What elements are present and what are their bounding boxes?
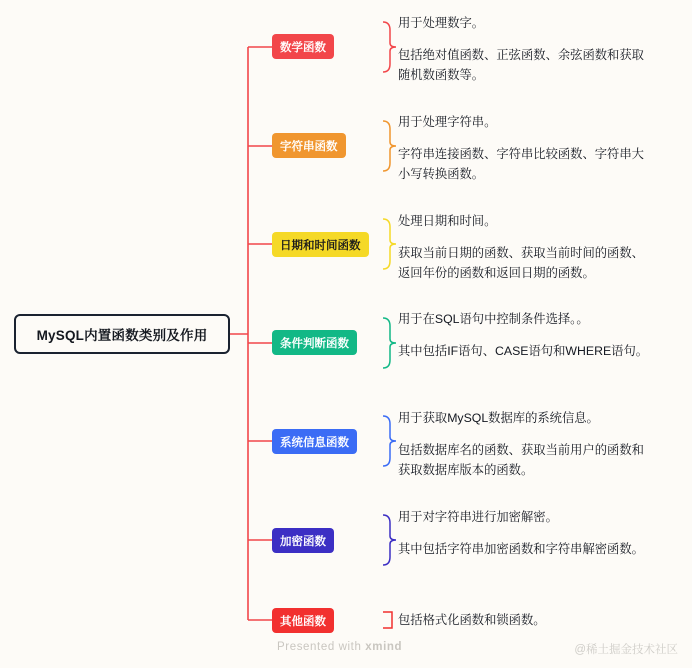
branch-detail-encryption	[398, 508, 656, 560]
xmind-watermark	[277, 641, 402, 653]
branch-label-text: 条件判断函数	[280, 337, 349, 350]
branch-detail-datetime	[398, 212, 656, 284]
detail-line: 字符串连接函数、字符串比较函数、字符串大小写转换函数。	[398, 146, 644, 181]
detail-line: 其中包括IF语句、CASE语句和WHERE语句。	[398, 343, 649, 358]
branch-label-text: 其他函数	[280, 615, 326, 628]
branch-label-system-info[interactable]	[272, 429, 357, 454]
detail-line: 包括格式化函数和锁函数。	[398, 613, 546, 627]
branch-label-text: 系统信息函数	[280, 436, 349, 449]
community-watermark: @稀土掘金技术社区	[574, 644, 678, 656]
branch-label-math[interactable]	[272, 34, 334, 59]
branch-label-text: 加密函数	[280, 535, 326, 548]
branch-label-text: 字符串函数	[280, 140, 338, 153]
branch-detail-condition	[398, 310, 656, 362]
branch-label-condition[interactable]	[272, 330, 357, 355]
branch-label-datetime[interactable]	[272, 232, 369, 257]
branch-label-string[interactable]	[272, 133, 346, 158]
root-node[interactable]	[14, 314, 230, 354]
root-node-label: MySQL内置函数类别及作用	[36, 328, 208, 343]
detail-line: 用于对字符串进行加密解密。	[398, 510, 558, 524]
branch-label-other[interactable]	[272, 608, 334, 633]
detail-line: 用于处理字符串。	[398, 115, 497, 129]
branch-detail-other	[398, 611, 656, 631]
detail-line: 其中包括字符串加密函数和字符串解密函数。	[398, 541, 644, 556]
detail-line: 用于获取MySQL数据库的系统信息。	[398, 411, 599, 425]
detail-line: 用于处理数字。	[398, 16, 485, 30]
branch-label-text: 数学函数	[280, 41, 326, 54]
branch-detail-string	[398, 113, 656, 185]
detail-line: 处理日期和时间。	[398, 214, 497, 228]
detail-line: 包括绝对值函数、正弦函数、余弦函数和获取随机数函数等。	[398, 47, 644, 82]
branch-label-encryption[interactable]	[272, 528, 334, 553]
detail-line: 包括数据库名的函数、获取当前用户的函数和获取数据库版本的函数。	[398, 442, 644, 477]
xmind-watermark-brand: xmind	[365, 641, 403, 653]
branch-detail-system-info	[398, 409, 656, 481]
detail-line: 获取当前日期的函数、获取当前时间的函数、返回年份的函数和返回日期的函数。	[398, 245, 644, 280]
branch-detail-math	[398, 14, 656, 86]
branch-label-text: 日期和时间函数	[280, 239, 361, 252]
detail-line: 用于在SQL语句中控制条件选择。。	[398, 312, 589, 326]
xmind-watermark-prefix: Presented with	[277, 641, 366, 653]
